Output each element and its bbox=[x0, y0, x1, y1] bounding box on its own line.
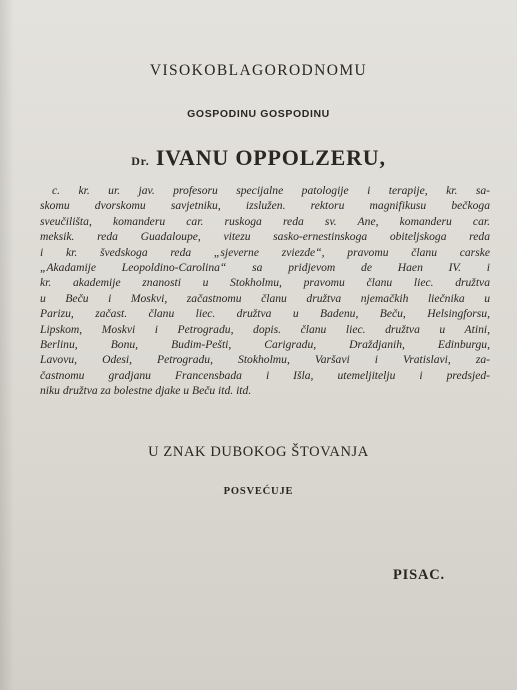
paragraph-line: Lavovu, Odesi, Petrogradu, Stokholmu, Varšavi i Vratislavi, za- bbox=[40, 353, 490, 367]
paragraph-line: sveučilišta, komanderu car. ruskoga reda sv. Ane, komanderu car. bbox=[40, 214, 490, 228]
paragraph-line: Parizu, začast. članu liec. družtva u Badenu, Beču, Helsingforsu, bbox=[40, 307, 490, 321]
paragraph-line: Lipskom, Moskvi i Petrogradu, dopis. članu liec. družtva u Atini, bbox=[40, 322, 490, 336]
paragraph-line: c. kr. ur. jav. profesoru specijalne patologije i terapije, kr. sa- bbox=[52, 184, 490, 197]
dedication-heading-1: VISOKOBLAGORODNOMU bbox=[149, 62, 368, 79]
author-signature: PISAC. bbox=[393, 567, 445, 583]
paragraph-line: častnomu gradjanu Francensbada i Išla, utemeljitelju i predsjed- bbox=[40, 368, 490, 382]
dedicatee-titles-paragraph bbox=[40, 183, 490, 399]
dedicatee-surname: IVANU OPPOLZERU, bbox=[155, 145, 386, 170]
paragraph-line: skomu dvorskomu savjetniku, izslužen. rektoru magnifikusu bečkoga bbox=[40, 199, 490, 213]
paragraph-line: meksik. reda Guadaloupe, vitezu sasko-ernestinskoga obiteljskoga reda bbox=[40, 230, 490, 244]
dedicatee-name bbox=[0, 145, 517, 171]
dedication-phrase: U ZNAK DUBOKOG ŠTOVANJA bbox=[148, 444, 369, 460]
paragraph-line: i kr. švedskoga reda „sjeverne zviezde“, pravomu članu carske bbox=[40, 245, 490, 259]
paragraph-line: u Beču i Moskvi, začastnomu članu družtva njemačkih liečnika u bbox=[40, 291, 490, 305]
dedication-verb: POSVEĆUJE bbox=[223, 486, 294, 497]
dedicatee-title-prefix: Dr. bbox=[131, 154, 150, 168]
dedication-heading-2: GOSPODINU GOSPODINU bbox=[187, 108, 330, 120]
paragraph-line: niku družtva za bolestne djake u Beču itd. itd. bbox=[40, 384, 252, 398]
paragraph-line: „Akadamije Leopoldino-Carolina“ sa pridjevom de Haen IV. i bbox=[40, 261, 490, 275]
paragraph-line: Berlinu, Bonu, Budim-Pešti, Carigradu, Draždjanih, Edinburgu, bbox=[40, 338, 490, 352]
paragraph-line: kr. akademije znanosti u Stokholmu, pravomu članu liec. družtva bbox=[40, 276, 490, 290]
page-edge-shadow bbox=[0, 0, 14, 690]
